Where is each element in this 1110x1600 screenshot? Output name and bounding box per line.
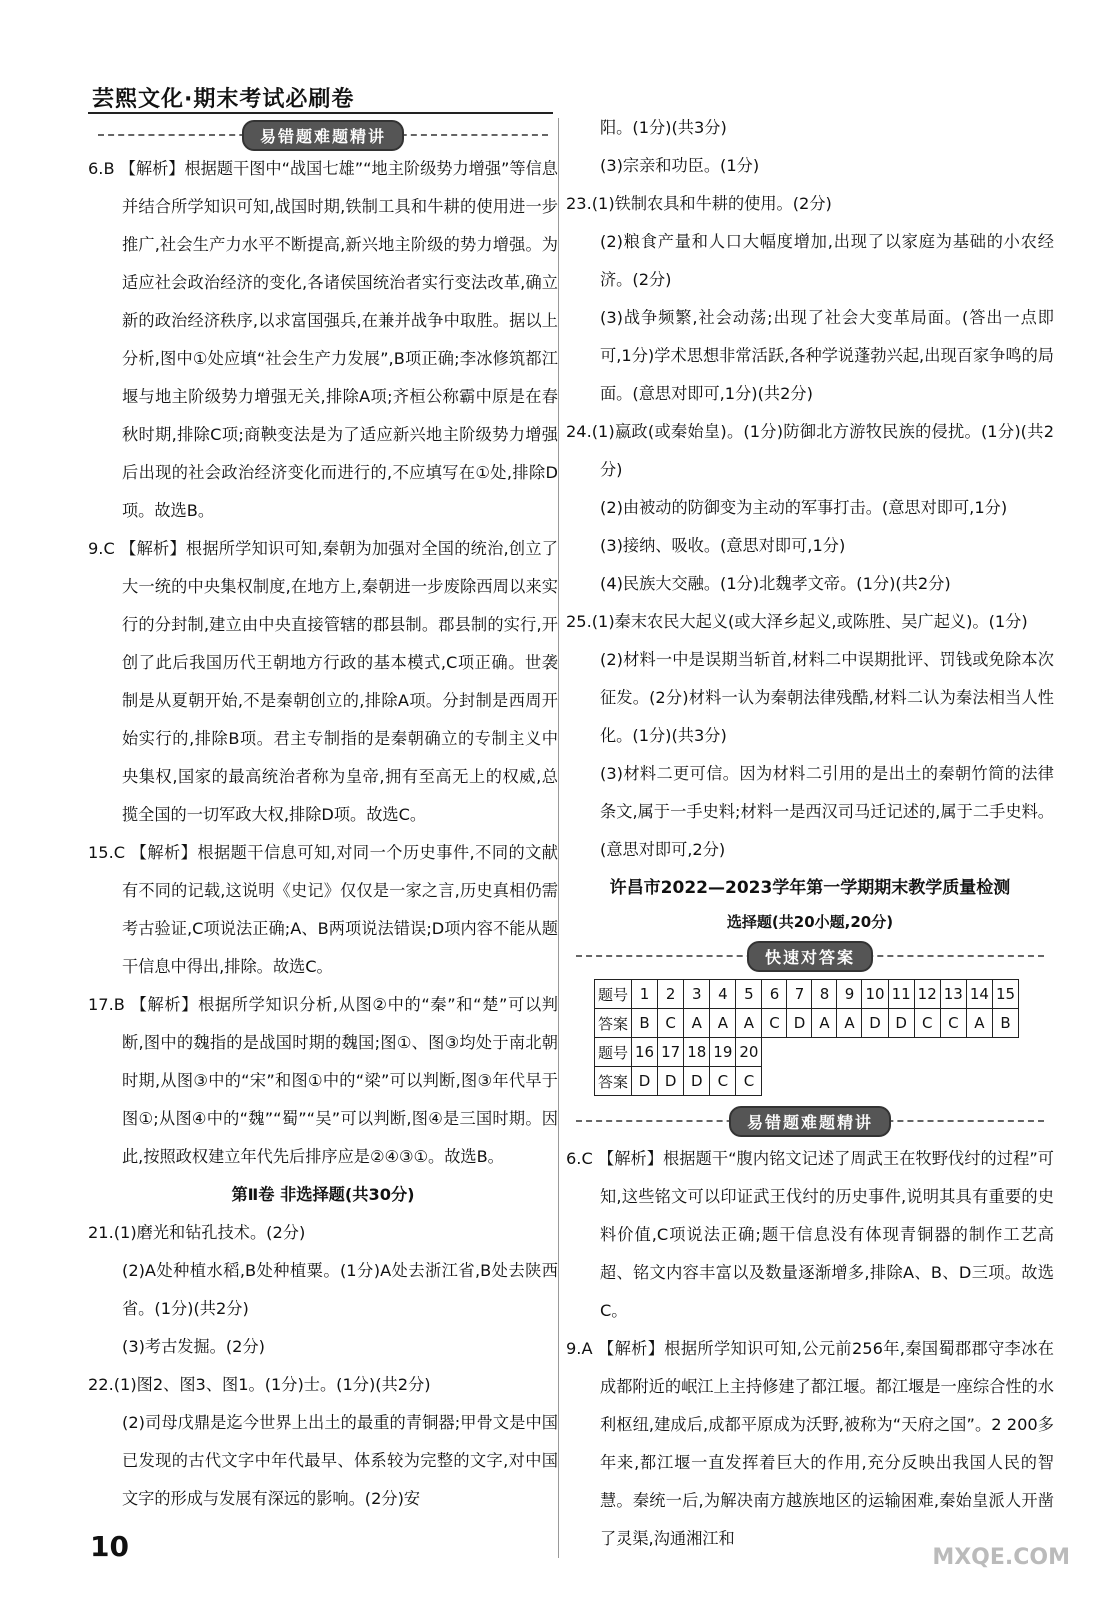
table-cell: 10: [862, 980, 888, 1009]
answer-paragraph: (3)战争频繁,社会动荡;出现了社会大变革局面。(答出一点即可,1分)学术思想非常活跃,各种学说蓬勃兴起,出现百家争鸣的局面。(意思对即可,1分)(共2分): [600, 308, 1054, 403]
table-cell: 13: [940, 980, 966, 1009]
section-title: 许昌市2022—2023学年第一学期期末教学质量检测: [609, 878, 1011, 898]
table-row: [595, 1067, 1019, 1096]
answer-paragraph: 阳。(1分)(共3分): [600, 118, 727, 137]
answer-paragraph: 6.B 【解析】根据题干图中“战国七雄”“地主阶级势力增强”等信息并结合所学知识可知,战国时期,铁制工具和牛耕的使用进一步推广,社会生产力水平不断提高,新兴地主阶级的势力增强。为适应社会政治经济的变化,各诸侯国统治者实行变法改革,确立新的政治经济秩序,以求富国强兵,在兼并战争中取胜。据以上分析,图中①处应填“社会生产力发展”,B项正确;李冰修筑都江堰与地主阶级势力增强无关,排除A项;齐桓公称霸中原是在春秋时期,排除C项;商鞅变法是为了适应新兴地主阶级势力增强后出现的社会政治经济变化而进行的,不应填写在①处,排除D项。故选B。: [88, 159, 558, 520]
table-cell: D: [862, 1009, 888, 1038]
answer-paragraph: 17.B 【解析】根据所学知识分析,从图②中的“秦”和“楚”可以判断,图中的魏指的是战国时期的魏国;图①、图③均处于南北朝时期,从图③中的“宋”和图①中的“梁”可以判断,图③年代早于图①;从图④中的“魏”“蜀”“吴”可以判断,图④是三国时期。因此,按照政权建立年代先后排序应是②④③①。故选B。: [88, 995, 558, 1166]
answer-paragraph: (3)材料二更可信。因为材料二引用的是出土的秦朝竹简的法律条文,属于一手史料;材料一是西汉司马迁记述的,属于二手史料。(意思对即可,2分): [600, 764, 1054, 859]
table-cell: 7: [787, 980, 812, 1009]
table-cell: A: [837, 1009, 862, 1038]
quick-banner: [566, 941, 1054, 971]
answer-table: [594, 979, 1019, 1096]
table-header-cell: 答案: [595, 1067, 632, 1096]
table-header-cell: 题号: [595, 1038, 632, 1067]
left-column: [88, 120, 558, 1518]
answer-paragraph: 15.C 【解析】根据题干信息可知,对同一个历史事件,不同的文献有不同的记载,这说明《史记》仅仅是一家之言,历史真相仍需考古验证,C项说法正确;A、B两项说法错误;D项内容不能从题干信息中得出,排除。故选C。: [88, 843, 558, 976]
table-cell: 9: [837, 980, 862, 1009]
table-cell: C: [940, 1009, 966, 1038]
answer-paragraph: (3)宗亲和功臣。(1分): [600, 156, 760, 175]
answer-paragraph: 22.(1)图2、图3、图1。(1分)士。(1分)(共2分): [88, 1375, 431, 1394]
answer-paragraph: 25.(1)秦末农民大起义(或大泽乡起义,或陈胜、吴广起义)。(1分): [566, 612, 1028, 631]
table-cell: A: [812, 1009, 837, 1038]
table-cell: A: [736, 1009, 762, 1038]
answer-paragraph: 21.(1)磨光和钻孔技术。(2分): [88, 1223, 306, 1242]
table-header-cell: 答案: [595, 1009, 632, 1038]
table-cell: C: [736, 1067, 762, 1096]
table-cell: 6: [762, 980, 787, 1009]
answer-paragraph: (2)材料一中是误期当斩首,材料二中误期批评、罚钱或免除本次征发。(2分)材料一认为秦朝法律残酷,材料二认为秦法相当人性化。(1分)(共3分): [600, 650, 1054, 745]
table-cell: 19: [710, 1038, 736, 1067]
table-cell: C: [762, 1009, 787, 1038]
banner-label: 快速对答案: [747, 941, 873, 972]
table-cell: D: [787, 1009, 812, 1038]
table-cell: C: [710, 1067, 736, 1096]
answer-paragraph: 第Ⅱ卷 非选择题(共30分): [231, 1185, 415, 1204]
table-cell: A: [684, 1009, 710, 1038]
table-cell: D: [684, 1067, 710, 1096]
table-cell: 12: [914, 980, 940, 1009]
table-cell: D: [658, 1067, 684, 1096]
table-cell: D: [888, 1009, 914, 1038]
right-column: [566, 109, 1054, 1558]
table-cell: B: [992, 1009, 1018, 1038]
table-row: [595, 980, 1019, 1009]
answer-paragraph: (2)司母戊鼎是迄今世界上出土的最重的青铜器;甲骨文是中国已发现的古代文字中年代最早、体系较为完整的文字,对中国文字的形成与发展有深远的影响。(2分)安: [122, 1413, 558, 1508]
left-body: [88, 150, 558, 1518]
answer-paragraph: (3)接纳、吸收。(意思对即可,1分): [600, 536, 846, 555]
table-cell: C: [658, 1009, 684, 1038]
answer-paragraph: 6.C 【解析】根据题干“腹内铭文记述了周武王在牧野伐纣的过程”可知,这些铭文可以印证武王伐纣的历史事件,说明其具有重要的史料价值,C项说法正确;题干信息没有体现青铜器的制作工艺高超、铭文内容丰富以及数量逐渐增多,排除A、B、D三项。故选C。: [566, 1149, 1054, 1320]
table-cell: A: [966, 1009, 992, 1038]
table-cell: 4: [710, 980, 736, 1009]
banner-label: 易错题难题精讲: [242, 120, 404, 151]
table-cell: 16: [632, 1038, 658, 1067]
table-cell: 8: [812, 980, 837, 1009]
answer-paragraph: (2)A处种植水稻,B处种植粟。(1分)A处去浙江省,B处去陕西省。(1分)(共2分): [122, 1261, 558, 1318]
table-cell: 17: [658, 1038, 684, 1067]
answer-paragraph: (2)由被动的防御变为主动的军事打击。(意思对即可,1分): [600, 498, 1008, 517]
table-cell: 15: [992, 980, 1018, 1009]
banner-label: 易错题难题精讲: [729, 1106, 891, 1137]
answer-paragraph: 9.A 【解析】根据所学知识可知,公元前256年,秦国蜀郡郡守李冰在成都附近的岷江上主持修建了都江堰。都江堰是一座综合性的水利枢纽,建成后,成都平原成为沃野,被称为“天府之国”。2 200多年来,都江堰一直发挥着巨大的作用,充分反映出我国人民的智慧。秦统一后,为解决南方越族地区的运输困难,秦始皇派人开凿了灵渠,沟通湘江和: [566, 1339, 1054, 1548]
table-cell: B: [632, 1009, 658, 1038]
right-body: [566, 109, 1054, 869]
section-subtitle: 选择题(共20小题,20分): [726, 913, 894, 931]
answer-paragraph: (2)粮食产量和人口大幅度增加,出现了以家庭为基础的小农经济。(2分): [600, 232, 1054, 289]
table-cell: 20: [736, 1038, 762, 1067]
watermark-logo: MXQE.COM: [932, 1545, 1070, 1570]
column-divider: [558, 118, 559, 1558]
table-cell: 5: [736, 980, 762, 1009]
table-cell: 1: [632, 980, 658, 1009]
answer-paragraph: (3)考古发掘。(2分): [122, 1337, 265, 1356]
table-cell: 18: [684, 1038, 710, 1067]
table-header-cell: 题号: [595, 980, 632, 1009]
table-cell: 14: [966, 980, 992, 1009]
page-header: 芸熙文化·期末考试必刷卷: [92, 87, 355, 112]
answer-paragraph: 24.(1)嬴政(或秦始皇)。(1分)防御北方游牧民族的侵扰。(1分)(共2分): [566, 422, 1054, 479]
right-bottom-body: [566, 1140, 1054, 1558]
answer-paragraph: 9.C 【解析】根据所学知识可知,秦朝为加强对全国的统治,创立了大一统的中央集权制度,在地方上,秦朝进一步废除西周以来实行的分封制,建立由中央直接管辖的郡县制。郡县制的实行,开创了此后我国历代王朝地方行政的基本模式,C项正确。世袭制是从夏朝开始,不是秦朝创立的,排除A项。分封制是西周开始实行的,排除B项。君主专制指的是秦朝确立的专制主义中央集权,国家的最高统治者称为皇帝,拥有至高无上的权威,总揽全国的一切军政大权,排除D项。故选C。: [88, 539, 558, 824]
mistakes-banner: [566, 1106, 1054, 1136]
header-rule: [88, 112, 553, 114]
table-cell: C: [914, 1009, 940, 1038]
table-cell: A: [710, 1009, 736, 1038]
table-row: [595, 1009, 1019, 1038]
table-cell: 2: [658, 980, 684, 1009]
table-row: [595, 1038, 1019, 1067]
mistakes-banner: [88, 120, 558, 150]
table-cell: 11: [888, 980, 914, 1009]
page-number: 10: [90, 1530, 129, 1563]
answer-paragraph: 23.(1)铁制农具和牛耕的使用。(2分): [566, 194, 832, 213]
answer-paragraph: (4)民族大交融。(1分)北魏孝文帝。(1分)(共2分): [600, 574, 951, 593]
table-cell: D: [632, 1067, 658, 1096]
table-cell: 3: [684, 980, 710, 1009]
